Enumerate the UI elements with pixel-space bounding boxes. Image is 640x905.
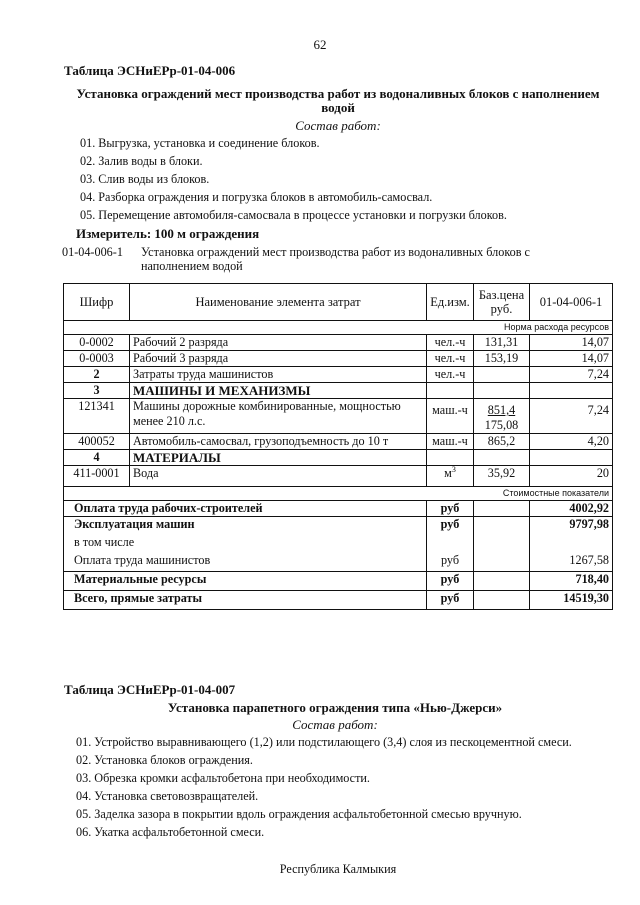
header-value: 01-04-006-1 bbox=[530, 284, 613, 321]
table-row bbox=[64, 466, 613, 487]
row-value: 4,20 bbox=[530, 434, 613, 450]
table1-heading-line1: Установка ограждений мест производства работ из водоналивных блоков с наполнением bbox=[76, 86, 600, 101]
table2-work-item: 06. Укатка асфальтобетонной смеси. bbox=[76, 825, 265, 839]
table2-work-item: 05. Заделка зазора в покрытии вдоль ограждения асфальтобетонной смесью вручную. bbox=[76, 807, 522, 821]
row-value: 7,24 bbox=[530, 367, 613, 383]
section-name: МАТЕРИАЛЫ bbox=[130, 450, 427, 466]
summary-unit: руб bbox=[427, 553, 474, 572]
table1-item-code: 01-04-006-1 bbox=[62, 245, 123, 259]
header-code: Шифр bbox=[64, 284, 130, 321]
summary-label: Эксплуатация машин bbox=[64, 517, 427, 536]
summary-label: Оплата труда машинистов bbox=[64, 553, 427, 572]
table1-work-item: 04. Разборка ограждения и погрузка блоков в автомобиль-самосвал. bbox=[80, 190, 433, 204]
row-unit: чел.-ч bbox=[427, 335, 474, 351]
row-code: 0-0002 bbox=[64, 335, 130, 351]
row-price: 131,31 bbox=[474, 335, 530, 351]
table1-work-item: 05. Перемещение автомобиля-самосвала в процессе установки и погрузки блоков. bbox=[80, 208, 507, 222]
summary-label: Оплата труда рабочих-строителей bbox=[64, 501, 427, 517]
summary-value: 718,40 bbox=[530, 572, 613, 591]
row-code: 411-0001 bbox=[64, 466, 130, 487]
summary-unit: руб bbox=[427, 501, 474, 517]
summary-row bbox=[64, 535, 613, 553]
table-row bbox=[64, 335, 613, 351]
row-price bbox=[474, 399, 530, 434]
header-price-line1: Баз.цена bbox=[478, 288, 525, 302]
table1-item-desc-line1: Установка ограждений мест производства работ из водоналивных блоков с bbox=[141, 245, 530, 259]
row-code: 121341 bbox=[64, 399, 130, 434]
table2-heading: Установка парапетного ограждения типа «Нью-Джерси» bbox=[167, 700, 503, 715]
row-unit: маш.-ч bbox=[427, 399, 474, 434]
row-name: Автомобиль-самосвал, грузоподъемность до 10 т bbox=[130, 434, 427, 450]
summary-unit: руб bbox=[427, 572, 474, 591]
section-row bbox=[64, 383, 613, 399]
row-name: Рабочий 2 разряда bbox=[130, 335, 427, 351]
summary-unit: руб bbox=[427, 591, 474, 610]
table2-work-item: 02. Установка блоков ограждения. bbox=[76, 753, 253, 767]
table2-works-title: Состав работ: bbox=[292, 717, 378, 732]
section-row bbox=[64, 450, 613, 466]
row-name bbox=[130, 399, 427, 434]
row-name: Рабочий 3 разряда bbox=[130, 351, 427, 367]
row-unit-sup: 3 bbox=[451, 464, 456, 474]
summary-row bbox=[64, 517, 613, 536]
summary-value: 14519,30 bbox=[530, 591, 613, 610]
norm-caption-row bbox=[64, 321, 613, 335]
row-name: Затраты труда машинистов bbox=[130, 367, 427, 383]
row-price: 153,19 bbox=[474, 351, 530, 367]
row-value: 14,07 bbox=[530, 351, 613, 367]
row-unit: чел.-ч bbox=[427, 351, 474, 367]
header-name: Наименование элемента затрат bbox=[130, 284, 427, 321]
summary-label: Материальные ресурсы bbox=[64, 572, 427, 591]
table-header-row bbox=[64, 284, 613, 321]
row-price: 865,2 bbox=[474, 434, 530, 450]
table2-work-item: 03. Обрезка кромки асфальтобетона при необходимости. bbox=[76, 771, 370, 785]
table-row bbox=[64, 434, 613, 450]
table1-meter: Измеритель: 100 м ограждения bbox=[76, 226, 260, 241]
summary-value: 1267,58 bbox=[530, 553, 613, 572]
table1-item-desc-line2: наполнением водой bbox=[141, 259, 243, 273]
summary-row bbox=[64, 572, 613, 591]
section-code: 4 bbox=[64, 450, 130, 466]
summary-row bbox=[64, 501, 613, 517]
header-price-line2: руб. bbox=[490, 302, 513, 316]
cost-table bbox=[63, 283, 613, 610]
table-row bbox=[64, 399, 613, 434]
row-unit-text: м bbox=[444, 466, 452, 480]
section-name: МАШИНЫ И МЕХАНИЗМЫ bbox=[130, 383, 427, 399]
row-name: Вода bbox=[130, 466, 427, 487]
cost-caption-row bbox=[64, 487, 613, 501]
table-row bbox=[64, 367, 613, 383]
page-number: 62 bbox=[313, 37, 327, 52]
section-code: 3 bbox=[64, 383, 130, 399]
table1-work-item: 02. Залив воды в блоки. bbox=[80, 154, 203, 168]
row-code: 2 bbox=[64, 367, 130, 383]
table1-code-title: Таблица ЭСНиЕРр-01-04-006 bbox=[64, 63, 236, 78]
row-name-line1: Машины дорожные комбинированные, мощностью bbox=[133, 399, 401, 413]
cost-caption: Стоимостные показатели bbox=[64, 487, 613, 501]
table2-code-title: Таблица ЭСНиЕРр-01-04-007 bbox=[64, 682, 236, 697]
summary-row bbox=[64, 591, 613, 610]
row-price-line2: 175,08 bbox=[484, 418, 519, 432]
row-unit: маш.-ч bbox=[427, 434, 474, 450]
norm-caption: Норма расхода ресурсов bbox=[64, 321, 613, 335]
table1-work-item: 01. Выгрузка, установка и соединение блоков. bbox=[80, 136, 320, 150]
table2-work-item: 01. Устройство выравнивающего (1,2) или подстилающего (3,4) слоя из пескоцементной смеси. bbox=[76, 735, 572, 749]
table1-works-title: Состав работ: bbox=[295, 118, 381, 133]
header-unit: Ед.изм. bbox=[427, 284, 474, 321]
row-price-line1: 851,4 bbox=[487, 403, 516, 417]
summary-label: в том числе bbox=[64, 535, 427, 553]
table2-work-item: 04. Установка световозвращателей. bbox=[76, 789, 259, 803]
table-row bbox=[64, 351, 613, 367]
footer-region: Республика Калмыкия bbox=[279, 862, 397, 876]
row-price: 35,92 bbox=[474, 466, 530, 487]
summary-value: 4002,92 bbox=[530, 501, 613, 517]
row-name-line2: менее 210 л.с. bbox=[133, 414, 206, 428]
row-value: 20 bbox=[530, 466, 613, 487]
summary-row bbox=[64, 553, 613, 572]
row-value: 14,07 bbox=[530, 335, 613, 351]
row-value: 7,24 bbox=[530, 399, 613, 434]
table1-work-item: 03. Слив воды из блоков. bbox=[80, 172, 210, 186]
row-unit bbox=[427, 466, 474, 487]
table1-heading-line2: водой bbox=[321, 100, 355, 115]
header-price bbox=[474, 284, 530, 321]
row-code: 400052 bbox=[64, 434, 130, 450]
summary-unit: руб bbox=[427, 517, 474, 536]
row-unit: чел.-ч bbox=[427, 367, 474, 383]
summary-label: Всего, прямые затраты bbox=[64, 591, 427, 610]
summary-value: 9797,98 bbox=[530, 517, 613, 536]
row-code: 0-0003 bbox=[64, 351, 130, 367]
row-price bbox=[474, 367, 530, 383]
